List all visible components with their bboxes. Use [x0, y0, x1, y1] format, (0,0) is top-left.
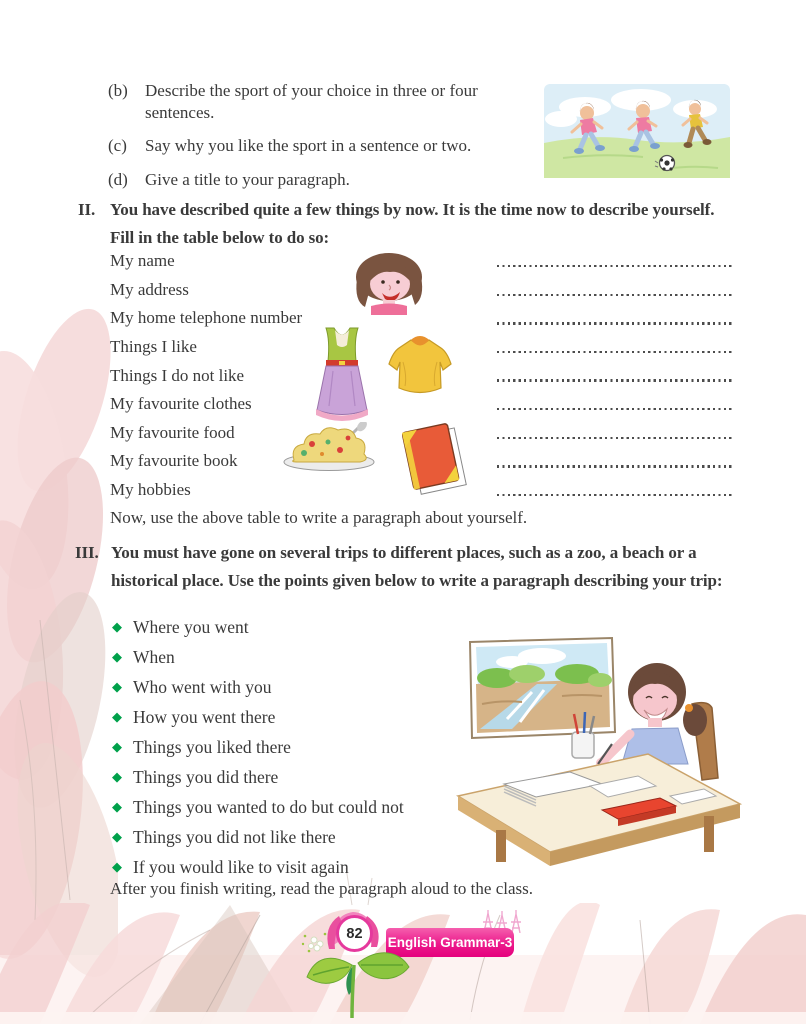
girl-face-illustration: [343, 249, 435, 315]
dotted-fill-line: [497, 379, 732, 381]
item-text: Say why you like the sport in a sentence or two.: [145, 136, 472, 155]
dotted-fill-line: [497, 265, 732, 267]
list-item: [112, 852, 404, 882]
section-number: II.: [78, 200, 96, 219]
diamond-bullet-icon: ◆: [112, 619, 122, 635]
bullet-text: When: [133, 646, 175, 667]
diamond-bullet-icon: ◆: [112, 649, 122, 665]
item-marker: (b): [108, 81, 128, 100]
row-label: My home telephone number: [110, 308, 303, 328]
plate-of-food-illustration: [282, 422, 377, 472]
dotted-fill-line: [497, 437, 732, 439]
row-label: Things I like: [110, 337, 197, 357]
section-iii-heading: [75, 539, 742, 595]
book-illustration: [397, 420, 469, 496]
bullet-text: Who went with you: [133, 676, 272, 697]
page-number: 82: [346, 925, 363, 942]
diamond-bullet-icon: ◆: [112, 709, 122, 725]
frock-illustration: [311, 326, 373, 422]
list-item: [112, 612, 404, 642]
diamond-bullet-icon: ◆: [112, 739, 122, 755]
bullet-text: Things you wanted to do but could not: [133, 796, 404, 817]
dotted-fill-line: [497, 408, 732, 410]
diamond-bullet-icon: ◆: [112, 859, 122, 875]
row-label: My favourite food: [110, 422, 235, 442]
bullet-text: Where you went: [133, 616, 249, 637]
item-text: Describe the sport of your choice in three or four sentences.: [145, 81, 478, 122]
flower-page-badge-illustration: [295, 903, 445, 1021]
list-item: [112, 732, 404, 762]
list-item: [112, 702, 404, 732]
bullet-text: How you went there: [133, 706, 276, 727]
section-ii-heading: [78, 196, 738, 252]
list-item: [112, 792, 404, 822]
sub-question-list: [108, 80, 548, 202]
dotted-fill-line: [497, 494, 732, 496]
book-title: English Grammar-3: [387, 935, 513, 950]
section-number: III.: [75, 543, 99, 562]
row-label: My address: [110, 279, 189, 299]
dotted-fill-line: [497, 322, 732, 324]
diamond-bullet-icon: ◆: [112, 769, 122, 785]
list-item: [112, 642, 404, 672]
row-label: Things I do not like: [110, 365, 245, 385]
list-item: [108, 80, 548, 123]
children-playing-football-illustration: [543, 83, 731, 179]
dotted-fill-line: [497, 465, 732, 467]
row-label: My favourite clothes: [110, 394, 252, 414]
row-label: My name: [110, 251, 175, 271]
girl-writing-at-desk-illustration: [452, 634, 747, 866]
item-marker: (d): [108, 169, 128, 189]
dotted-fill-line: [497, 351, 732, 353]
table-note: Now, use the above table to write a paragraph about yourself.: [110, 508, 528, 527]
trip-points-list: [112, 612, 404, 882]
item-marker: (c): [108, 136, 127, 155]
list-item: [112, 762, 404, 792]
section-text: You must have gone on several trips to different places, such as a zoo, a beach or a historical place. Use the points given below to write a paragraph describing your trip:: [111, 543, 723, 590]
dotted-fill-line: [497, 294, 732, 296]
diamond-bullet-icon: ◆: [112, 679, 122, 695]
item-text: Give a title to your paragraph.: [145, 169, 350, 189]
row-label: My hobbies: [110, 480, 191, 500]
list-item: [108, 169, 548, 191]
row-label: My favourite book: [110, 451, 238, 471]
t-shirt-illustration: [387, 332, 453, 400]
diamond-bullet-icon: ◆: [112, 829, 122, 845]
section-text: You have described quite a few things by now. It is the time now to describe yourself. Fill in the table below to do so:: [110, 200, 715, 247]
diamond-bullet-icon: ◆: [112, 799, 122, 815]
page-number-badge: [336, 915, 373, 952]
list-item: [112, 672, 404, 702]
list-item: [108, 135, 548, 157]
list-item: [112, 822, 404, 852]
bullet-text: Things you did not like there: [133, 826, 336, 847]
closing-instruction: After you finish writing, read the paragraph aloud to the class.: [110, 879, 533, 898]
sparkle-flowers-icon: [302, 933, 327, 953]
bullet-text: Things you did there: [133, 766, 279, 787]
bullet-text: If you would like to visit again: [133, 856, 349, 877]
bullet-text: Things you liked there: [133, 736, 291, 757]
